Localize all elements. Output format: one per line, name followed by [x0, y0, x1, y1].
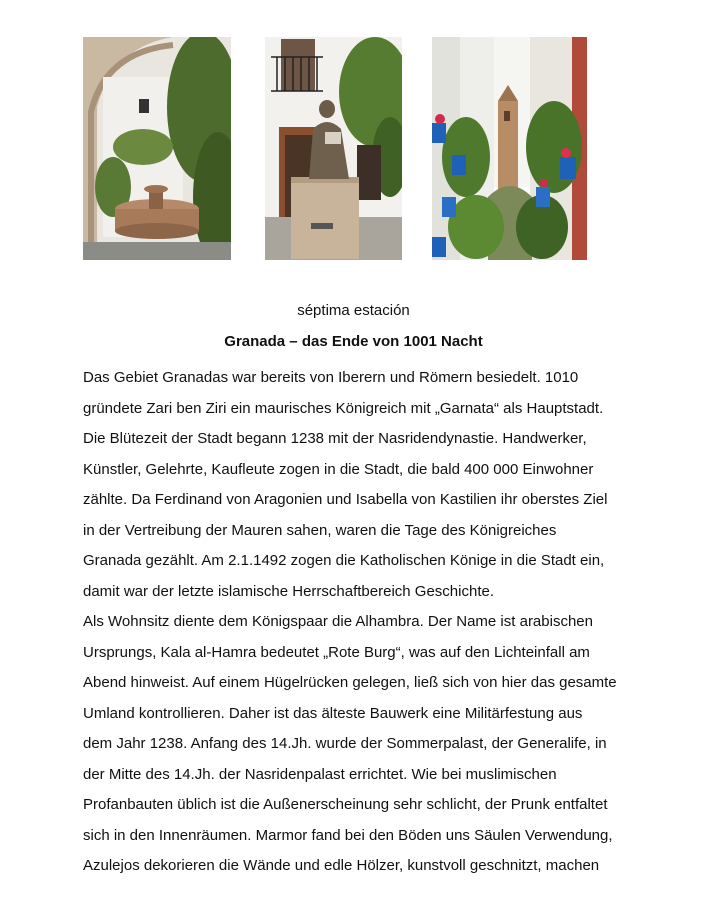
body-line: Als Wohnsitz diente dem Königspaar die Alhambra. Der Name ist arabischen: [83, 613, 593, 630]
body-line: Künstler, Gelehrte, Kaufleute zogen in die Stadt, die bald 400 000 Einwohner: [83, 460, 594, 478]
station-subtitle: séptima estación: [297, 302, 410, 319]
body-line: der Mitte des 14.Jh. der Nasridenpalast errichtet. Wie bei muslimischen: [83, 765, 557, 783]
body-line: dem Jahr 1238. Anfang des 14.Jh. wurde der Sommerpalast, der Generalife, in: [83, 735, 607, 752]
body-line: sich in den Innenräumen. Marmor fand bei den Böden uns Säulen Verwendung,: [83, 826, 613, 844]
body-line: Das Gebiet Granadas war bereits von Iberern und Römern besiedelt. 1010: [83, 369, 579, 386]
body-line: Umland kontrollieren. Daher ist das älteste Bauwerk eine Militärfestung aus: [83, 704, 583, 722]
courtyard-fountain-photo: [83, 37, 231, 260]
body-line: Granada gezählt. Am 2.1.1492 zogen die Katholischen Könige in die Stadt ein,: [83, 552, 605, 569]
body-line: in der Vertreibung der Mauren sahen, waren die Tage des Königreiches: [83, 521, 557, 539]
statue-photo: [265, 37, 402, 260]
flower-alley-photo: [432, 37, 587, 260]
body-line: Ursprungs, Kala al-Hamra bedeutet „Rote Burg“, was auf den Lichteinfall am: [83, 643, 590, 661]
body-paragraph: [83, 363, 643, 882]
section-title: Granada – das Ende von 1001 Nacht: [224, 333, 483, 350]
body-line: zählte. Da Ferdinand von Aragonien und Isabella von Kastilien ihr oberstes Ziel: [83, 491, 608, 508]
body-line: Die Blütezeit der Stadt begann 1238 mit der Nasridendynastie. Handwerker,: [83, 430, 587, 447]
body-line: Azulejos dekorieren die Wände und edle Hölzer, kunstvoll geschnitzt, machen: [83, 857, 600, 874]
body-line: gründete Zari ben Ziri ein maurisches Königreich mit „Garnata“ als Hauptstadt.: [83, 399, 604, 417]
body-line: damit war der letzte islamische Herrschaftbereich Geschichte.: [83, 582, 494, 600]
body-line: Profanbauten üblich ist die Außenerscheinung sehr schlicht, der Prunk entfaltet: [83, 796, 608, 813]
body-line: Abend hinweist. Auf einem Hügelrücken gelegen, ließ sich von hier das gesamte: [83, 674, 617, 691]
